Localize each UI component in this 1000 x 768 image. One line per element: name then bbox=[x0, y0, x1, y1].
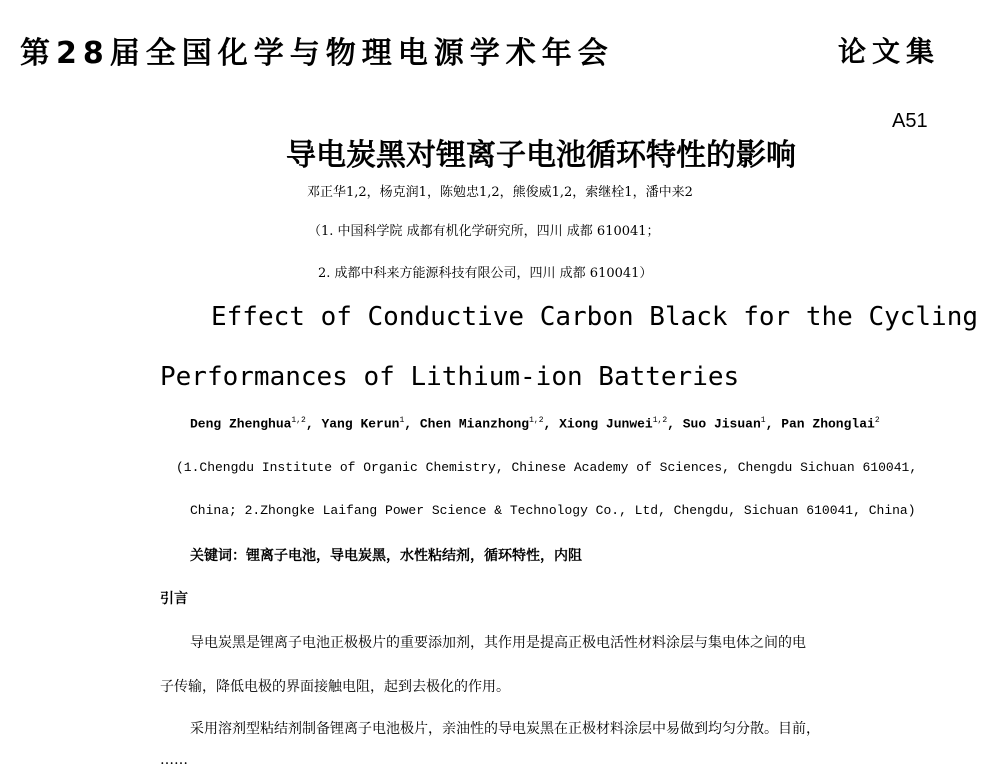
author-affiliation-mark: 1 bbox=[760, 416, 766, 425]
paragraph-line: 导电炭黑是锂离子电池正极极片的重要添加剂，其作用是提高正极电活性材料涂层与集电体之间的电 bbox=[190, 635, 806, 651]
section-heading: 引言 bbox=[160, 591, 188, 607]
author-name: Chen Mianzhong bbox=[419, 416, 530, 432]
affiliation-english-line: (1.Chengdu Institute of Organic Chemistry, Chinese Academy of Sciences, Chengdu Sichuan 610041, bbox=[176, 460, 918, 475]
authors-chinese: 邓正华1,2，杨克润1，陈勉忠1,2，熊俊威1,2，索继栓1，潘中来2 bbox=[307, 185, 693, 200]
conference-header: 第28届全国化学与物理电源学术年会 bbox=[20, 36, 614, 71]
collection-header: 论文集 bbox=[838, 35, 941, 68]
author-name: Yang Kerun bbox=[321, 416, 400, 432]
affiliation-chinese-line: 2. 成都中科来方能源科技有限公司，四川 成都 610041） bbox=[318, 266, 653, 281]
author-name: Suo Jisuan bbox=[682, 416, 761, 432]
paragraph-line: 采用溶剂型粘结剂制备锂离子电池极片，亲油性的导电炭黑在正极材料涂层中易做到均匀分散。目前， bbox=[190, 721, 820, 737]
paper-id: A51 bbox=[892, 110, 928, 132]
paragraph-line: …… bbox=[160, 752, 188, 768]
title-chinese: 导电炭黑对锂离子电池循环特性的影响 bbox=[286, 138, 796, 173]
author-affiliation-mark: 1 bbox=[399, 416, 405, 425]
title-english-line: Effect of Conductive Carbon Black for the Cycling bbox=[211, 302, 979, 332]
title-english-line: Performances of Lithium-ion Batteries bbox=[160, 362, 740, 392]
author-affiliation-mark: 2 bbox=[874, 416, 880, 425]
author-name: Pan Zhonglai bbox=[781, 416, 875, 432]
paragraph-line: 子传输，降低电极的界面接触电阻，起到去极化的作用。 bbox=[160, 679, 510, 695]
author-affiliation-mark: 1,2 bbox=[291, 416, 306, 425]
keywords: 关键词：锂离子电池，导电炭黑，水性粘结剂，循环特性，内阻 bbox=[190, 548, 582, 564]
author-name: Xiong Junwei bbox=[559, 416, 653, 432]
affiliation-chinese-line: （1. 中国科学院 成都有机化学研究所，四川 成都 610041； bbox=[308, 224, 660, 239]
author-name: Deng Zhenghua bbox=[190, 416, 292, 432]
authors-english: Deng Zhenghua$^{1,2}$, Yang Kerun$^1$, Chen Mianzhong$^{1,2}$, Xiong Junwei$^{1,2}$, Suo Jisuan$^1$, Pan Zhonglai$^2$ bbox=[190, 416, 880, 432]
author-affiliation-mark: 1,2 bbox=[529, 416, 544, 425]
author-affiliation-mark: 1,2 bbox=[652, 416, 668, 425]
affiliation-english-line: China; 2.Zhongke Laifang Power Science & Technology Co., Ltd, Chengdu, Sichuan 610041, China) bbox=[190, 503, 916, 518]
